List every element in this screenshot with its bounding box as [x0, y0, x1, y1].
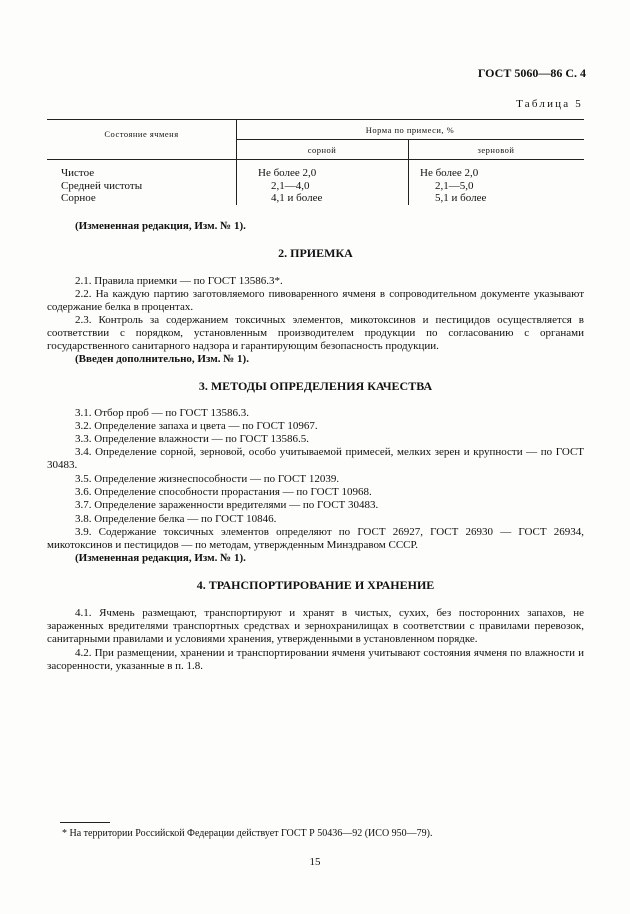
table-row-dirty-state: Сорное [61, 192, 96, 204]
para-3-6: 3.6. Определение способности прорастания — по ГОСТ 10968. [75, 486, 372, 498]
amendment-note-3: (Измененная редакция, Изм. № 1). [75, 552, 246, 564]
table-row-medium-state: Средней чистоты [61, 179, 143, 192]
para-3-1: 3.1. Отбор проб — по ГОСТ 13586.3. [75, 407, 249, 419]
section-3-title: 3. МЕТОДЫ ОПРЕДЕЛЕНИЯ КАЧЕСТВА [198, 379, 433, 393]
section-4-title: 4. ТРАНСПОРТИРОВАНИЕ И ХРАНЕНИЕ [196, 578, 435, 592]
amendment-note-2: (Введен дополнительно, Изм. № 1). [75, 353, 249, 365]
page-header: ГОСТ 5060—86 С. 4 [477, 66, 586, 80]
para-3-4: 3.4. Определение сорной, зерновой, особо учитываемой примесей, мелких зерен и крупности — по ГОСТ 30483. [47, 446, 584, 471]
para-4-1: 4.1. Ячмень размещают, транспортируют и хранят в чистых, сухих, без посторонних запахов, не зараженных вредителями транспортных средствах и зернохранилищах в соответствии с правилами перевозок, санитарными правилами и условиями хранения, утвержденными в установленном порядке. [47, 607, 584, 645]
table-top-rule [47, 119, 584, 120]
para-3-3: 3.3. Определение влажности — по ГОСТ 13586.5. [75, 433, 309, 445]
col-header-weed: сорной [307, 145, 337, 155]
table-row-dirty-grain: 5,1 и более [435, 192, 487, 204]
para-3-5: 3.5. Определение жизнеспособности — по ГОСТ 12039. [75, 473, 340, 485]
table-row-medium-weed: 2,1—4,0 [271, 179, 310, 192]
footnote: * На территории Российской Федерации действует ГОСТ Р 50436—92 (ИСО 950—79). [62, 828, 433, 839]
table-subheader-rule [236, 139, 584, 140]
para-2-3: 2.3. Контроль за содержанием токсичных элементов, микотоксинов и пестицидов осуществляется в соответствии с порядком, установленным производителем продукции по согласованию с органами государственного санитарного надзора и гарантирующим безопасность продукции. [47, 314, 584, 352]
col-header-grain: зерновой [477, 145, 515, 155]
table-row-medium-grain: 2,1—5,0 [435, 179, 474, 192]
table-row-clean-grain: Не более 2,0 [420, 167, 479, 179]
para-3-2: 3.2. Определение запаха и цвета — по ГОСТ 10967. [75, 420, 318, 432]
para-2-2: 2.2. На каждую партию заготовляемого пивоваренного ячменя в сопроводительном документе указывают содержание белка в процентах. [47, 288, 584, 313]
para-3-7: 3.7. Определение зараженности вредителями — по ГОСТ 30483. [75, 499, 379, 511]
table-row-clean-weed: Не более 2,0 [258, 167, 317, 179]
table-row-clean-state: Чистое [61, 167, 95, 179]
table-header-rule [47, 159, 584, 160]
para-3-9: 3.9. Содержание токсичных элементов определяют по ГОСТ 26927, ГОСТ 26930 — ГОСТ 26934, микотоксинов и пестицидов — по методам, утвержденным Минздравом СССР. [47, 526, 584, 551]
col-header-norm: Норма по примеси, % [365, 125, 455, 135]
col-header-state: Состояние ячменя [104, 129, 179, 139]
amendment-note-1: (Измененная редакция, Изм. № 1). [75, 220, 246, 232]
para-2-1: 2.1. Правила приемки — по ГОСТ 13586.3*. [75, 275, 283, 287]
footnote-separator [60, 822, 110, 823]
table-row-dirty-weed: 4,1 и более [271, 192, 323, 204]
table-caption: Таблица 5 [516, 98, 583, 110]
page-number: 15 [309, 856, 321, 868]
para-4-2: 4.2. При размещении, хранении и транспортировании ячменя учитывают состояния ячменя по влажности и засоренности, указанные в п. 1.8. [47, 647, 584, 672]
para-3-8: 3.8. Определение белка — по ГОСТ 10846. [75, 513, 277, 525]
impurity-norms-table [47, 119, 584, 205]
section-2-title: 2. ПРИЕМКА [278, 246, 353, 260]
